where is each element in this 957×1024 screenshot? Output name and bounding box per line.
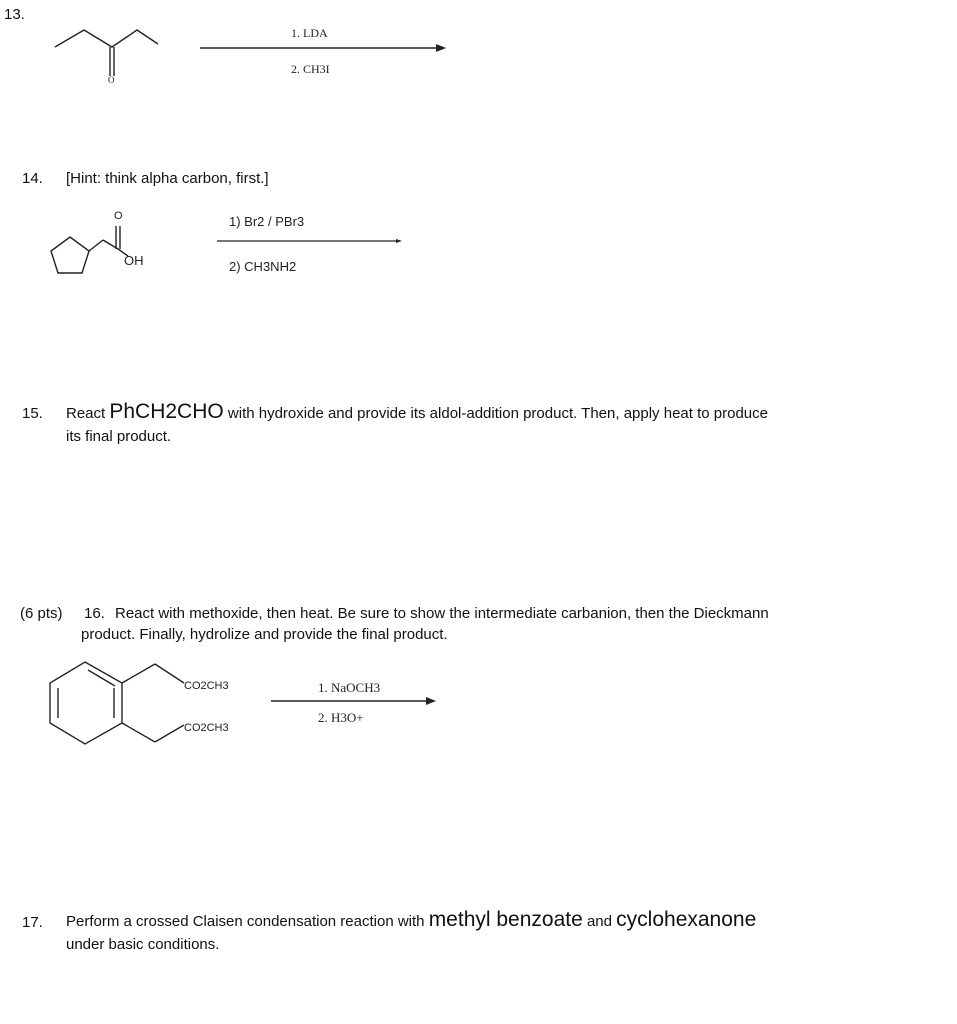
q17-text-prefix: Perform a crossed Claisen condensation reaction with: [66, 913, 425, 930]
q17-number: 17.: [22, 914, 43, 931]
q17-compound-2: cyclohexanone: [616, 908, 757, 931]
q16-ester-bottom-label: CO2CH3: [184, 722, 229, 734]
q14-hydroxyl-label: OH: [124, 253, 144, 268]
q13-number: 13.: [4, 6, 25, 23]
q16-points: (6 pts): [20, 605, 63, 622]
q13-oxygen-label: O: [108, 75, 115, 85]
q13-reagent-2: 2. CH3I: [291, 62, 330, 76]
q16-reaction-arrow: [0, 0, 450, 720]
q15-text-rest: with hydroxide and provide its aldol-addition product. Then, apply heat to produce: [227, 405, 768, 422]
q16-ester-top-label: CO2CH3: [184, 680, 229, 692]
q17-line-1: [66, 909, 756, 932]
q15-text-prefix: React: [66, 405, 106, 422]
q17-conjunction: and: [586, 913, 612, 930]
q16-line-2: product. Finally, hydrolize and provide the final product.: [81, 626, 448, 643]
q15-formula: PhCH2CHO: [109, 400, 224, 423]
q14-reagent-2: 2) CH3NH2: [229, 259, 297, 274]
q14-reagent-1: 1) Br2 / PBr3: [229, 214, 305, 229]
q14-oxygen-label: O: [114, 210, 123, 222]
q16-reagent-2: 2. H3O+: [318, 710, 364, 725]
q16-line-1: React with methoxide, then heat. Be sure to show the intermediate carbanion, then the Dieckmann: [115, 605, 769, 622]
q17-line-2: under basic conditions.: [66, 936, 220, 953]
q13-reagent-1: 1. LDA: [291, 26, 328, 40]
q17-compound-1: methyl benzoate: [428, 908, 583, 931]
q16-reagent-1: 1. NaOCH3: [318, 680, 381, 695]
q15-line-2: its final product.: [66, 428, 172, 445]
q14-hint: [Hint: think alpha carbon, first.]: [66, 170, 269, 187]
q16-number: 16.: [84, 605, 105, 622]
q15-number: 15.: [22, 405, 43, 422]
q14-number: 14.: [22, 170, 43, 187]
